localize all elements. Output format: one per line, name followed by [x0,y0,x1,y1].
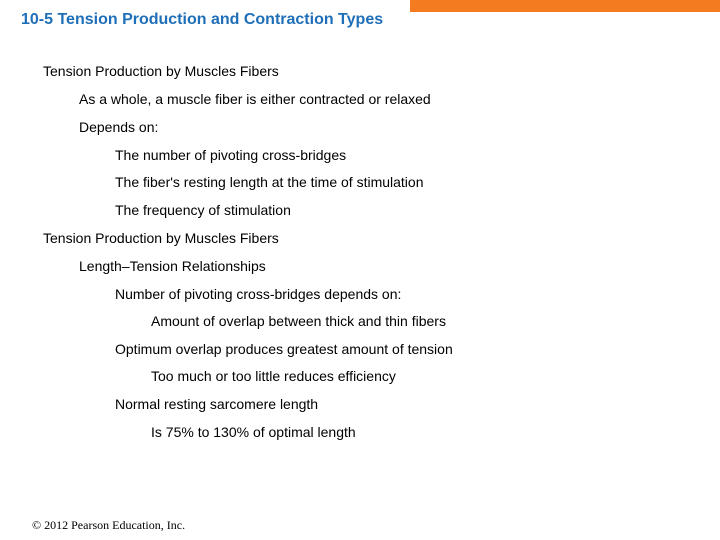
outline-item: The frequency of stimulation [115,202,291,218]
outline-item: Too much or too little reduces efficiency [151,368,396,384]
outline-item: The number of pivoting cross-bridges [115,147,347,163]
slide-title: 10-5 Tension Production and Contraction Types [21,11,384,28]
outline-item: Optimum overlap produces greatest amount of tension [115,341,453,357]
accent-bar-orange [410,0,720,12]
outline-item: Amount of overlap between thick and thin fibers [151,313,446,329]
outline-item: The fiber's resting length at the time of stimulation [115,174,424,190]
outline-item: Length–Tension Relationships [79,258,266,274]
outline-item: Depends on: [79,119,159,135]
outline-item: Is 75% to 130% of optimal length [151,424,356,440]
outline-item: Number of pivoting cross-bridges depends on: [115,286,402,302]
outline-item: Normal resting sarcomere length [115,396,319,412]
copyright-footer: © 2012 Pearson Education, Inc. [32,518,186,532]
outline-item: Tension Production by Muscles Fibers [43,230,279,246]
outline-item: As a whole, a muscle fiber is either contracted or relaxed [79,91,431,107]
outline-item: Tension Production by Muscles Fibers [43,63,279,79]
